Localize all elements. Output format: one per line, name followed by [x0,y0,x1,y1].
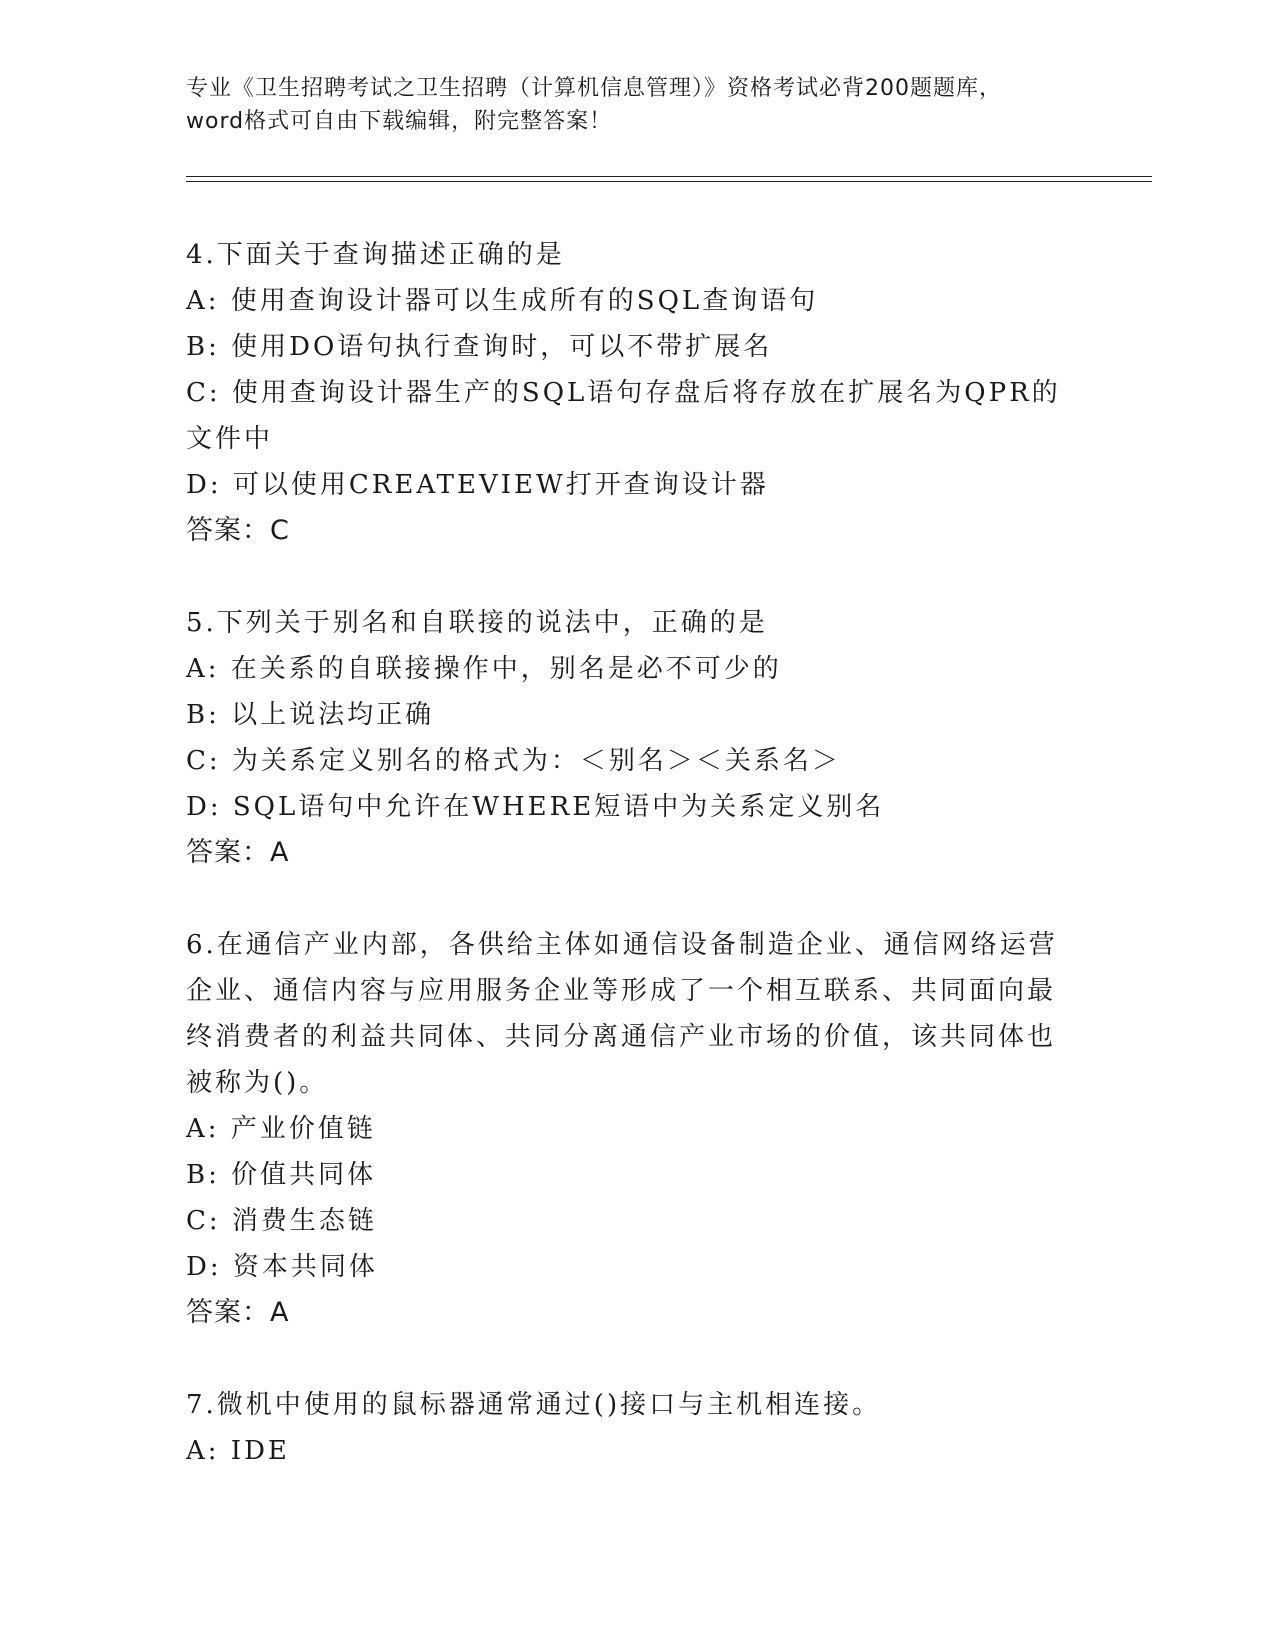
document-header [186,72,1086,138]
option-c: C: 为关系定义别名的格式为：＜别名＞＜关系名＞ [186,746,841,776]
header-title-line-1: 专业《卫生招聘考试之卫生招聘（计算机信息管理）》资格考试必背200题题库， [186,76,1002,101]
question-list [186,232,1066,1474]
question-stem: 7.微机中使用的鼠标器通常通过()接口与主机相连接。 [186,1390,882,1420]
question-stem: 6.在通信产业内部，各供给主体如通信设备制造企业、通信网络运营企业、通信内容与应用服务企业等形成了一个相互联系、共同面向最终消费者的利益共同体、共同分离通信产业市场的价值，该共同体也被称为()。 [186,930,1058,1098]
option-a: A: IDE [186,1436,290,1466]
option-d: D: 资本共同体 [186,1252,378,1282]
header-divider-bottom [186,181,1152,182]
spacer [186,1336,1066,1382]
answer: 答案：A [186,1297,290,1328]
question-6 [186,922,1066,1336]
option-b: B: 价值共同体 [186,1160,377,1190]
header-divider-top [186,176,1152,177]
question-5 [186,600,1066,876]
option-c: C: 使用查询设计器生产的SQL语句存盘后将存放在扩展名为QPR的文件中 [186,378,1061,454]
header-title-line-2: word格式可自由下载编辑，附完整答案！ [186,109,613,134]
option-a: A: 在关系的自联接操作中，别名是必不可少的 [186,654,782,684]
option-b: B: 以上说法均正确 [186,700,435,730]
answer: 答案：C [186,515,290,546]
question-7 [186,1382,1066,1474]
option-c: C: 消费生态链 [186,1206,377,1236]
option-a: A: 产业价值链 [186,1114,376,1144]
option-b: B: 使用DO语句执行查询时，可以不带扩展名 [186,332,773,362]
option-d: D: 可以使用CREATEVIEW打开查询设计器 [186,470,769,500]
question-4 [186,232,1066,554]
question-stem: 5.下列关于别名和自联接的说法中，正确的是 [186,608,768,638]
option-d: D: SQL语句中允许在WHERE短语中为关系定义别名 [186,792,885,822]
spacer [186,876,1066,922]
answer: 答案：A [186,837,290,868]
spacer [186,554,1066,600]
option-a: A: 使用查询设计器可以生成所有的SQL查询语句 [186,286,819,316]
question-stem: 4.下面关于查询描述正确的是 [186,240,565,270]
